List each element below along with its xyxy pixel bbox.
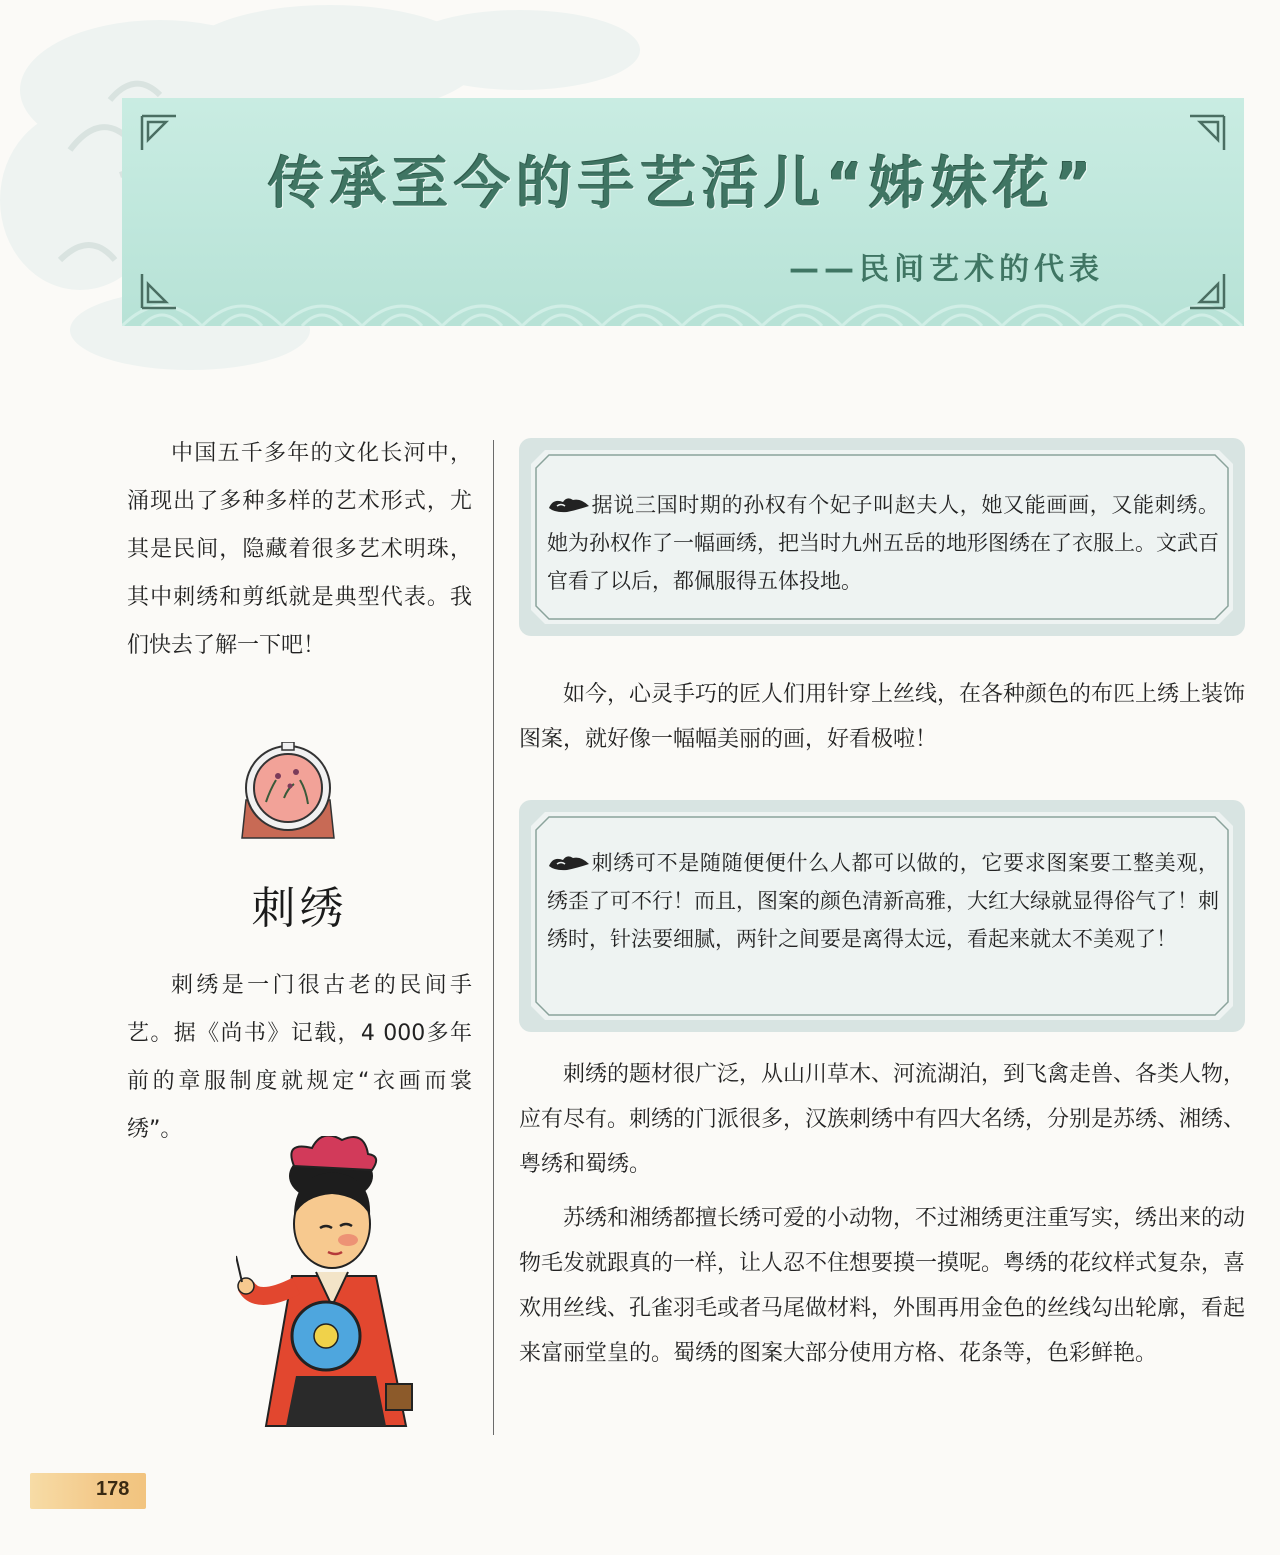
title-banner: [122, 98, 1244, 326]
body-paragraph-3: 苏绣和湘绣都擅长绣可爱的小动物，不过湘绣更注重写实，绣出来的动物毛发就跟真的一样，让人忍不住想要摸一摸呢。粤绣的花纹样式复杂，喜欢用丝线、孔雀羽毛或者马尾做材料，外围再用金色的丝线勾出轮廓，看起来富丽堂皇的。蜀绣的图案大部分使用方格、花条等，色彩鲜艳。: [519, 1206, 1246, 1366]
intro-paragraph: 中国五千多年的文化长河中，涌现出了多种多样的艺术形式，尤其是民间，隐藏着很多艺术明珠，其中刺绣和剪纸就是典型代表。我们快去了解一下吧！: [127, 441, 472, 658]
corner-ornament-bottom-left: [140, 272, 178, 310]
intro-column: [127, 430, 472, 670]
page-title: 传承至今的手艺活儿“姊妹花”: [268, 152, 1098, 217]
callout-text-2-body: 刺绣可不是随随便便什么人都可以做的，它要求图案要工整美观，绣歪了可不行！而且，图案的颜色清新高雅，大红大绿就显得俗气了！刺绣时，针法要细腻，两针之间要是离得太远，看起来就太不美观了！: [547, 851, 1219, 951]
story-callout-2: [519, 800, 1245, 1032]
body-paragraph-1: 如今，心灵手巧的匠人们用针穿上丝线，在各种颜色的布匹上绣上装饰图案，就好像一幅幅美丽的画，好看极啦！: [519, 682, 1246, 752]
page-number: 178: [96, 1478, 130, 1500]
story-callout-1: [519, 438, 1245, 636]
callout-text-2: [547, 844, 1219, 958]
body-paragraph-2: 刺绣的题材很广泛，从山川草木、河流湖泊，到飞禽走兽、各类人物，应有尽有。刺绣的门派很多，汉族刺绣中有四大名绣，分别是苏绣、湘绣、粤绣和蜀绣。: [519, 1062, 1246, 1177]
embroidering-girl-illustration: [236, 1136, 426, 1436]
section-heading: 刺绣: [251, 883, 348, 934]
cloud-bullet-icon: [547, 496, 591, 514]
column-divider: [493, 440, 494, 1435]
page-subtitle: ——民间艺术的代表: [789, 252, 1104, 287]
section-intro-column: [127, 962, 472, 1154]
cloud-bullet-icon: [547, 854, 591, 872]
callout-text-1-body: 据说三国时期的孙权有个妃子叫赵夫人，她又能画画，又能刺绣。她为孙权作了一幅画绣，把当时九州五岳的地形图绣在了衣服上。文武百官看了以后，都佩服得五体投地。: [547, 493, 1219, 593]
corner-ornament-bottom-right: [1188, 272, 1226, 310]
section-paragraph: 刺绣是一门很古老的民间手艺。据《尚书》记载，4 000多年前的章服制度就规定“衣画而裳绣”。: [127, 973, 472, 1142]
callout-text-1: [547, 486, 1219, 600]
embroidery-hoop-illustration: [238, 742, 338, 842]
